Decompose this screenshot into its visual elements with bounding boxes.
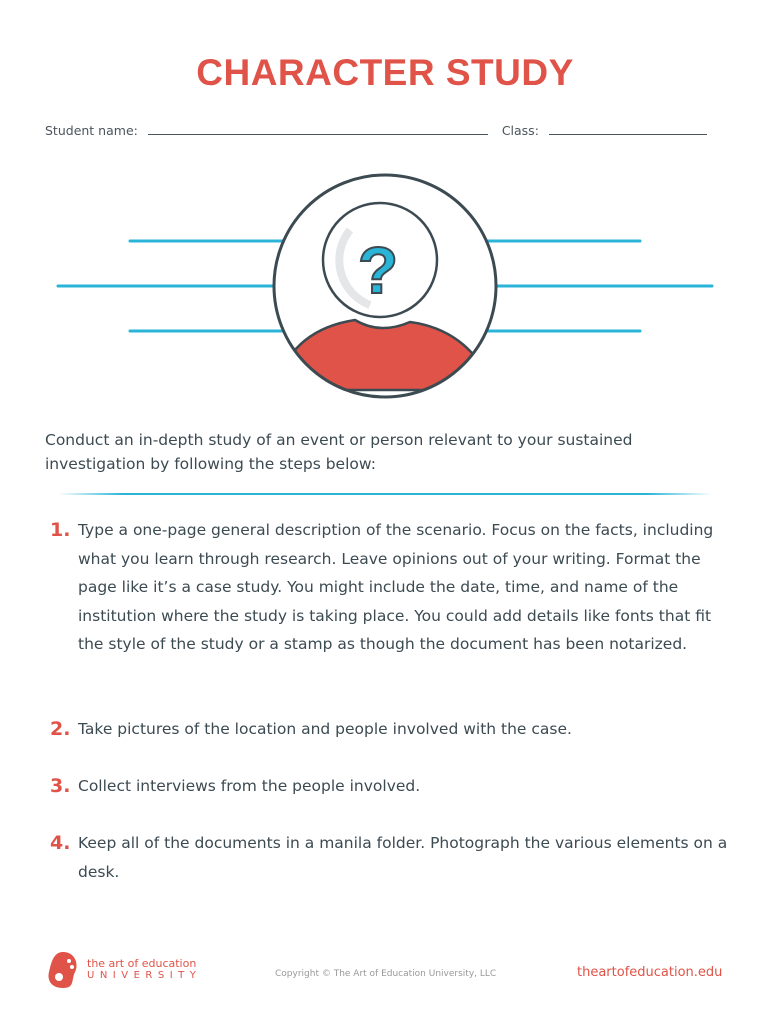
step-1: [50, 516, 730, 659]
student-fields: [45, 122, 707, 138]
step-number: 1.: [50, 519, 71, 541]
website-link[interactable]: theartofeducation.edu: [577, 965, 723, 980]
intro-text: Conduct an in-depth study of an event or person relevant to your sustained investigation by following the steps below:: [45, 431, 633, 473]
step-4: [50, 829, 730, 886]
footer-logo: [45, 950, 201, 990]
step-3: [50, 772, 730, 801]
class-label: Class:: [501, 123, 539, 138]
step-number: 2.: [50, 718, 71, 740]
student-name-field[interactable]: [148, 122, 488, 135]
logo-line-2: UNIVERSITY: [87, 970, 202, 981]
class-field[interactable]: [549, 122, 707, 135]
step-text: Collect interviews from the people involved.: [78, 777, 421, 795]
logo-line-1: the art of education: [87, 957, 197, 970]
student-name-label: Student name:: [45, 123, 138, 138]
divider: [58, 493, 712, 495]
step-number: 3.: [50, 775, 71, 797]
question-mark-icon: ?: [357, 233, 399, 307]
copyright: Copyright © The Art of Education University, LLC: [275, 969, 497, 979]
palette-logo-icon: [45, 950, 79, 990]
step-text: Type a one-page general description of the scenario. Focus on the facts, including what you learn through research. Leave opinions out of your writing. Format the page like it’s a case study. You might include the date, time, and name of the institution where the study is taking place. You could add details like fonts that fit the style of the study or a stamp as though the document has been notarized.: [78, 521, 714, 653]
character-illustration: [0, 160, 770, 410]
step-text: Keep all of the documents in a manila folder. Photograph the various elements on a desk.: [78, 834, 728, 881]
page-title: CHARACTER STUDY: [196, 52, 574, 93]
step-2: [50, 715, 730, 744]
step-text: Take pictures of the location and people involved with the case.: [78, 720, 572, 738]
step-number: 4.: [50, 832, 71, 854]
